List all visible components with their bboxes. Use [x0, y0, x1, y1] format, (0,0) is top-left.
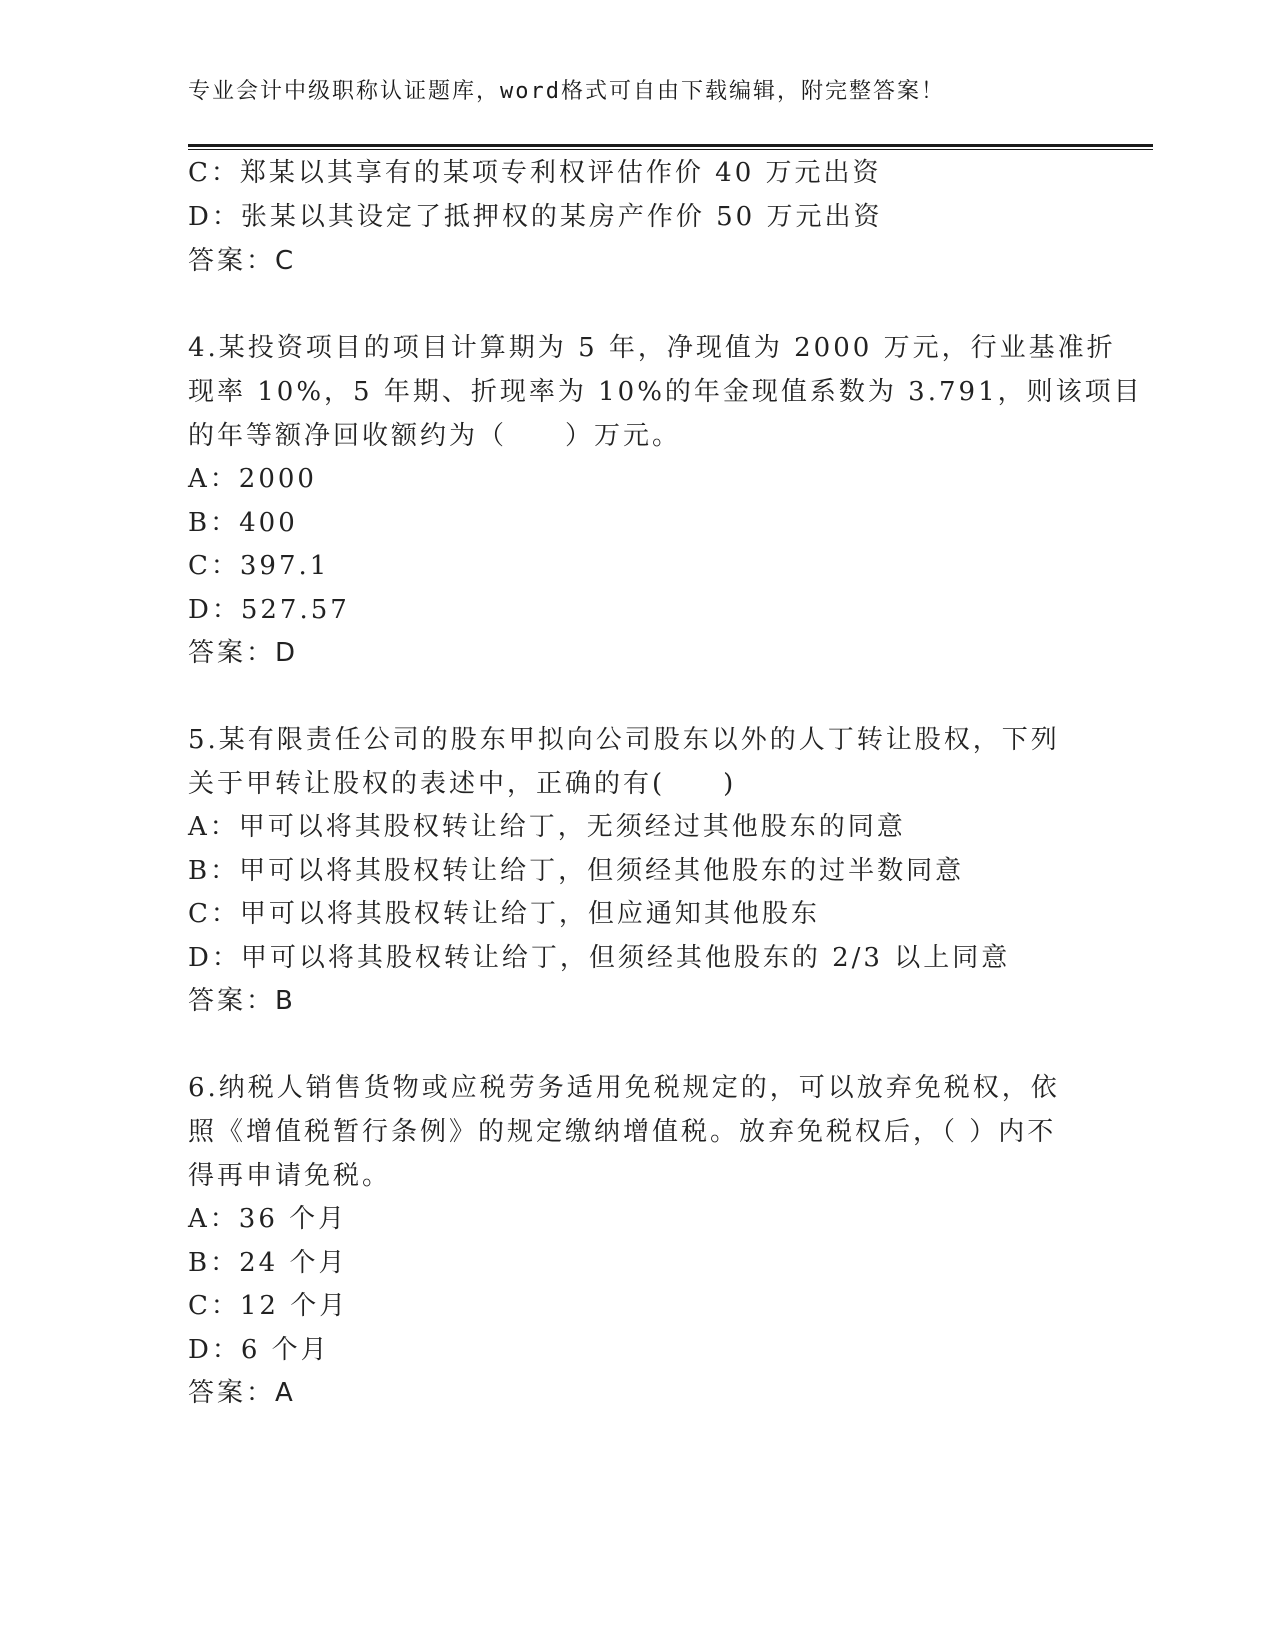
- q3-option-d: D：张某以其设定了抵押权的某房产作价 50 万元出资: [188, 202, 883, 232]
- header-divider-thin: [188, 149, 1153, 150]
- q6-option-a: A：36 个月: [188, 1204, 348, 1234]
- q4-option-b: B：400: [188, 508, 298, 538]
- q6-option-b: B：24 个月: [188, 1248, 348, 1278]
- q5-option-a: A：甲可以将其股权转让给丁，无须经过其他股东的同意: [188, 812, 906, 842]
- q5-stem-line-1: 5.某有限责任公司的股东甲拟向公司股东以外的人丁转让股权，下列: [188, 725, 1060, 755]
- q6-stem-line-2: 照《增值税暂行条例》的规定缴纳增值税。放弃免税权后，（ ）内不: [188, 1117, 1057, 1147]
- q6-stem-line-3: 得再申请免税。: [188, 1161, 392, 1191]
- q4-option-a: A：2000: [188, 464, 317, 494]
- q6-stem-line-1: 6.纳税人销售货物或应税劳务适用免税规定的，可以放弃免税权，依: [188, 1073, 1060, 1103]
- q4-answer: 答案：D: [188, 638, 299, 668]
- page-header: 专业会计中级职称认证题库，word格式可自由下载编辑，附完整答案！: [188, 79, 945, 104]
- q6-option-c: C：12 个月: [188, 1291, 349, 1321]
- q5-stem-line-2: 关于甲转让股权的表述中，正确的有( ): [188, 769, 737, 799]
- q3-answer: 答案：C: [188, 246, 297, 276]
- q4-stem-line-1: 4.某投资项目的项目计算期为 5 年，净现值为 2000 万元，行业基准折: [188, 333, 1116, 363]
- q5-option-c: C：甲可以将其股权转让给丁，但应通知其他股东: [188, 899, 820, 929]
- q6-answer: 答案：A: [188, 1378, 296, 1408]
- q5-option-b: B：甲可以将其股权转让给丁，但须经其他股东的过半数同意: [188, 856, 965, 886]
- q5-answer: 答案：B: [188, 986, 296, 1016]
- q4-option-c: C：397.1: [188, 551, 330, 581]
- q3-option-c: C：郑某以其享有的某项专利权评估作价 40 万元出资: [188, 158, 882, 188]
- q4-option-d: D：527.57: [188, 595, 350, 625]
- q4-stem-line-3: 的年等额净回收额约为（ ）万元。: [188, 421, 682, 451]
- q4-stem-line-2: 现率 10%，5 年期、折现率为 10%的年金现值系数为 3.791，则该项目: [188, 377, 1143, 407]
- header-divider-thick: [188, 144, 1153, 147]
- q5-option-d: D：甲可以将其股权转让给丁，但须经其他股东的 2/3 以上同意: [188, 943, 1011, 973]
- q6-option-d: D：6 个月: [188, 1335, 330, 1365]
